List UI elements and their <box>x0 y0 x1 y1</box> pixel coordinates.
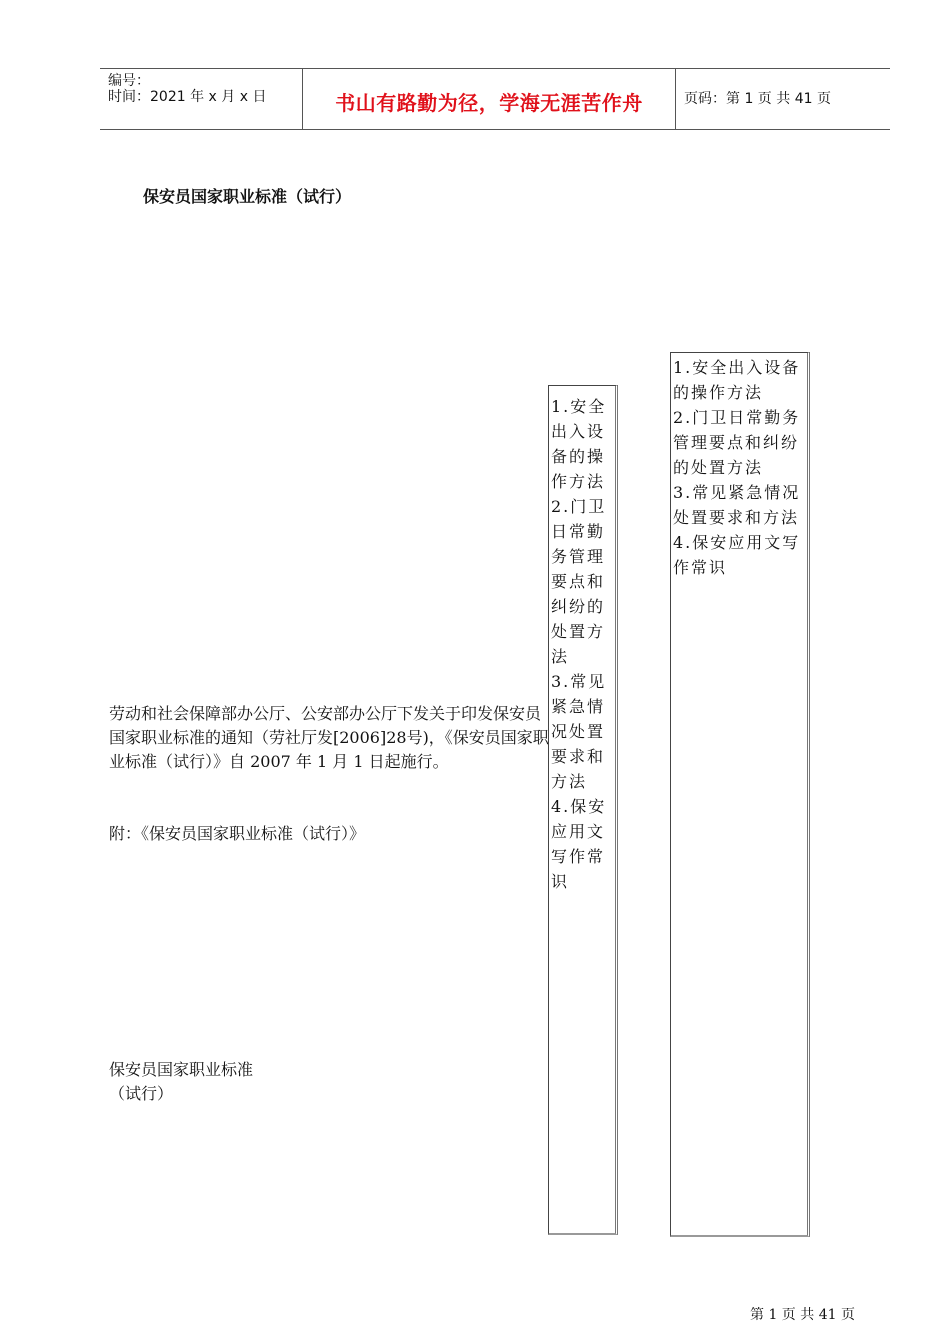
number-label: 编号： <box>108 73 150 89</box>
header-center-cell <box>302 69 676 129</box>
standard-box-wide <box>670 352 810 1237</box>
time-label: 时间：2021 年 x 月 x 日 <box>108 89 267 105</box>
notice-paragraph <box>109 702 549 774</box>
page-info: 页码：第 1 页 共 41 页 <box>684 91 831 107</box>
notice-text: 劳动和社会保障部办公厅、公安部办公厅下发关于印发保安员国家职业标准的通知（劳社厅发[2006]28号)，《保安员国家职业标准（试行）》自 2007 年 1 月 1 日起施行。 <box>109 704 549 771</box>
standard-title-line-1: 保安员国家职业标准 <box>109 1060 254 1079</box>
list-item: 2.门卫日常勤务管理要点和纠纷的处置方法 <box>673 408 801 477</box>
attachment-line: 附：《保安员国家职业标准（试行）》 <box>109 824 366 843</box>
header-right-cell <box>676 69 890 129</box>
motto-text: 书山有路勤为径，学海无涯苦作舟 <box>335 91 643 115</box>
page-footer: 第 1 页 共 41 页 <box>750 1307 855 1323</box>
list-item: 3.常见紧急情况处置要求和方法 <box>551 672 607 791</box>
header-left-cell <box>100 69 302 129</box>
list-item: 1.安全出入设备的操作方法 <box>673 358 801 402</box>
standard-title-block <box>109 1058 253 1106</box>
list-item: 1.安全出入设备的操作方法 <box>551 397 607 491</box>
list-item: 4.保安应用文写作常识 <box>673 533 801 577</box>
header-table <box>100 68 890 130</box>
document-title: 保安员国家职业标准（试行） <box>143 187 352 206</box>
list-item: 4.保安应用文写作常识 <box>551 797 607 891</box>
list-item: 2.门卫日常勤务管理要点和纠纷的处置方法 <box>551 497 607 666</box>
list-item: 3.常见紧急情况处置要求和方法 <box>673 483 801 527</box>
standard-box-narrow <box>548 385 618 1235</box>
standard-title-line-2: （试行） <box>109 1084 174 1103</box>
